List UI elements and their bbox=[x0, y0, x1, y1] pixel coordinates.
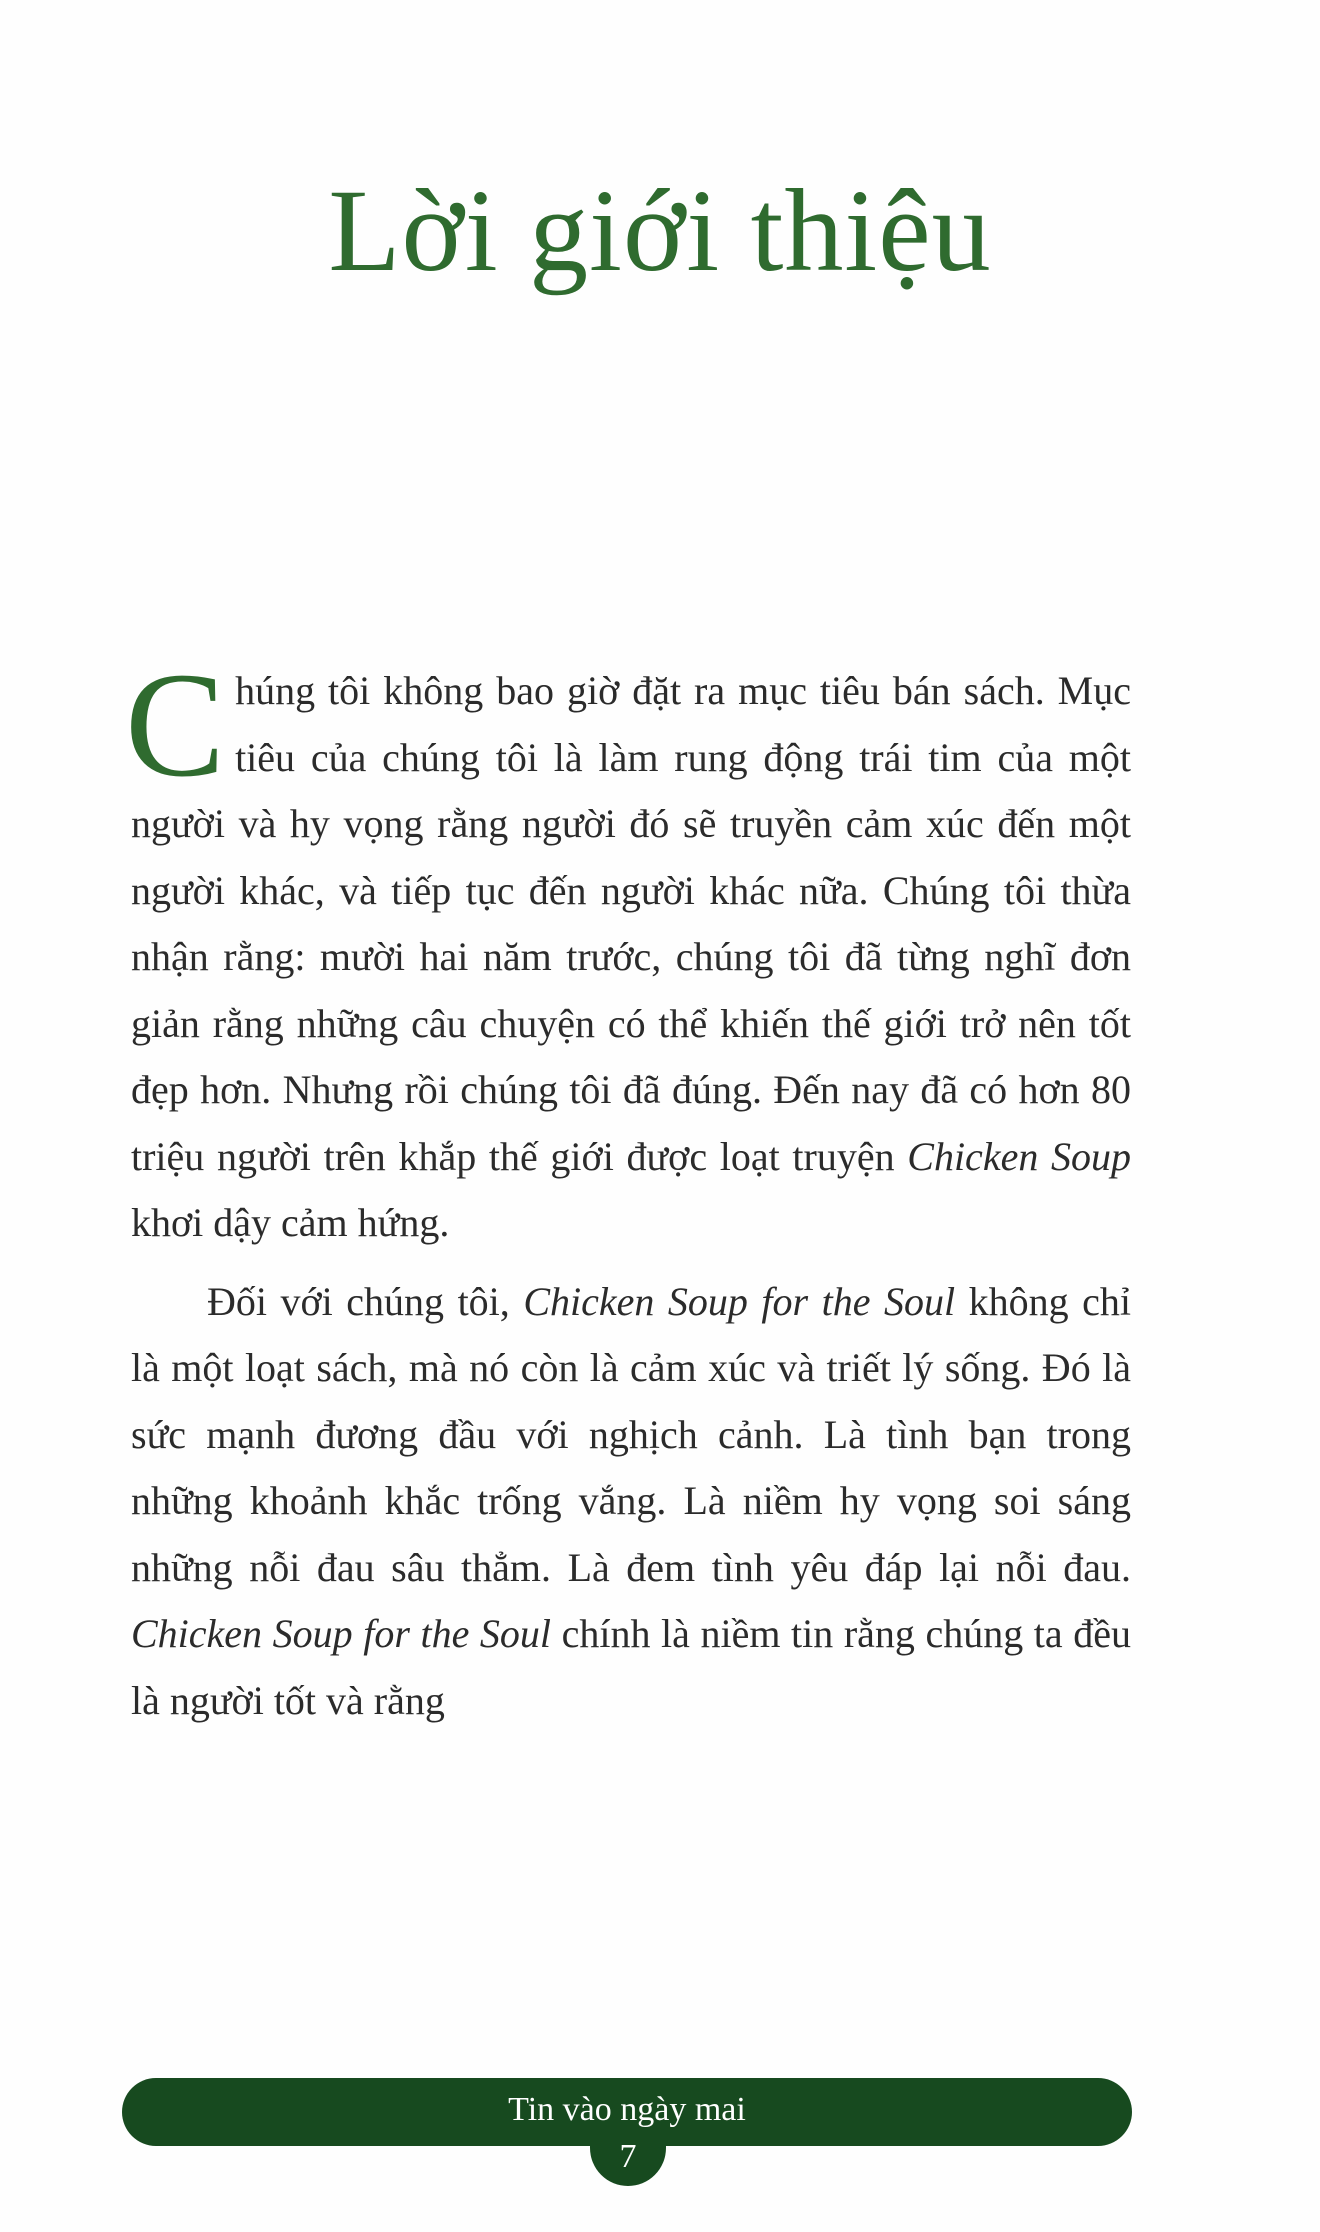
drop-cap: C bbox=[125, 642, 226, 808]
paragraph-1-text-end: khơi dậy cảm hứng. bbox=[131, 1200, 450, 1245]
paragraph-2-text-middle: không chỉ là một loạt sách, mà nó còn là cảm xúc và triết lý sống. Đó là sức mạnh đương đầu với nghịch cảnh. Là tình bạn trong những khoảnh khắc trống vắng. Là niềm hy vọng soi sáng những nỗi đau sâu thẳm. Là đem tình yêu đáp lại nỗi đau. bbox=[131, 1278, 1131, 1590]
page-title: Lời giới thiệu bbox=[328, 165, 992, 296]
paragraph-2-text-end: chính là niềm tin rằng chúng ta đều là người tốt và rằng bbox=[131, 1611, 1131, 1723]
footer-book-title: Tin vào ngày mai bbox=[508, 2091, 746, 2128]
page-number: 7 bbox=[590, 2128, 666, 2186]
paragraph-1-italic: Chicken Soup bbox=[907, 1133, 1131, 1179]
body-text bbox=[125, 642, 1131, 1734]
paragraph-2-italic-2: Chicken Soup for the Soul bbox=[131, 1611, 552, 1656]
paragraph-2-text-start: Đối với chúng tôi, bbox=[207, 1278, 524, 1324]
paragraph-1-text-start: húng tôi không bao giờ đặt ra mục tiêu bán sách. Mục tiêu của chúng tôi là làm rung động trái tim của một người và hy vọng rằng người đó sẽ truyền cảm xúc đến một người khác, và tiếp tục đến người khác nữa. Chúng tôi thừa nhận rằng: mười hai năm trước, chúng tôi đã từng nghĩ đơn giản rằng những câu chuyện có thể khiến thế giới trở nên tốt đẹp hơn. Nhưng rồi chúng tôi đã đúng. Đến nay đã có hơn 80 triệu người trên khắp thế giới được loạt truyện bbox=[131, 668, 1131, 1179]
paragraph-2 bbox=[131, 1269, 1131, 1735]
paragraph-1 bbox=[125, 642, 1131, 1257]
paragraph-2-italic-1: Chicken Soup for the Soul bbox=[523, 1278, 956, 1324]
